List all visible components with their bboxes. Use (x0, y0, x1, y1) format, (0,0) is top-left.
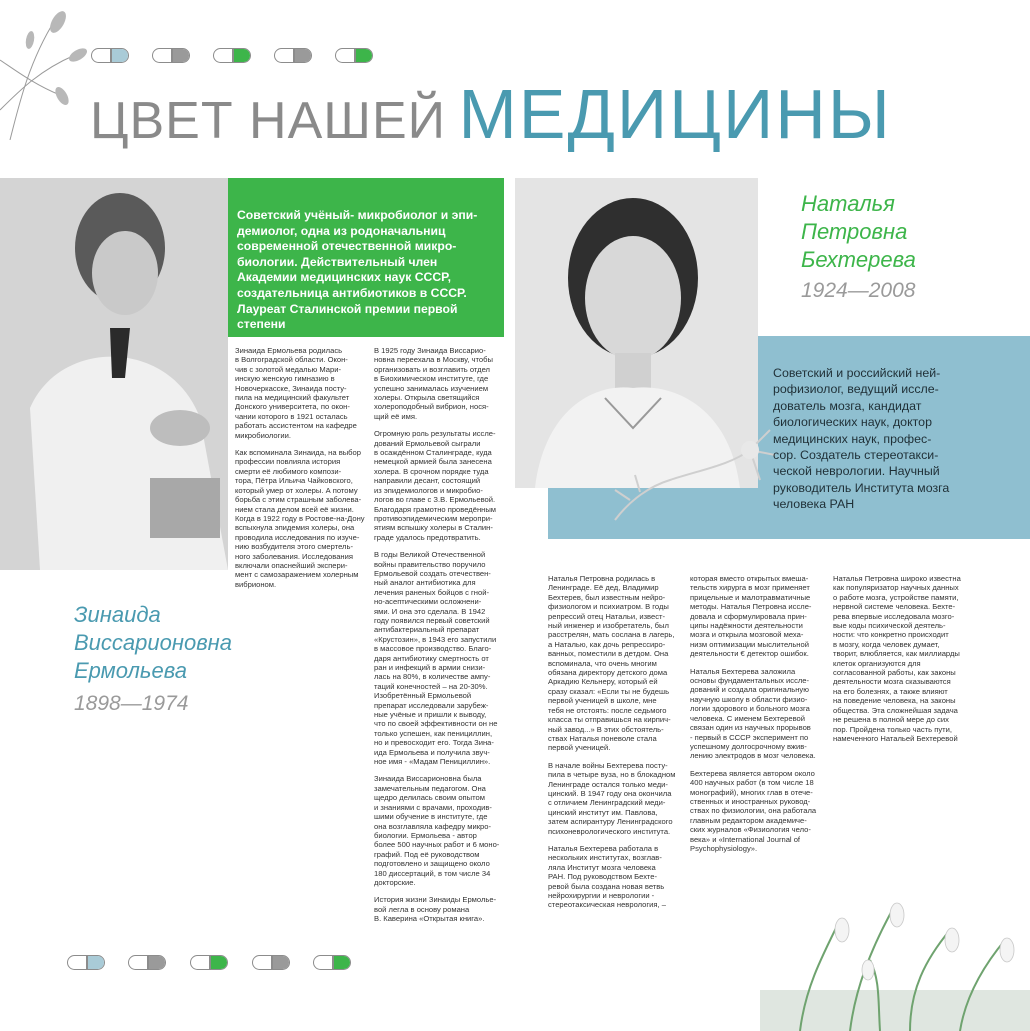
ermolyeva-summary: Советский учёный- микробиолог и эпи- демиолог, одна из родоначальниц современной отечественной микро- биологии. Действительный член Академии медицинских наук СССР, создательница антибиотиков в СССР. Лауреат Сталинской премии первой степени (237, 208, 478, 332)
bekhtereva-col2 (690, 574, 828, 861)
title-light: ЦВЕТ НАШЕЙ (90, 92, 446, 150)
capsule-icon (335, 48, 373, 63)
ermolyeva-years: 1898—1974 (74, 692, 189, 715)
paragraph: История жизни Зинаиды Ермолье- вой легла в основу романа В. Каверина «Открытая книга». (374, 895, 497, 924)
paragraph: Огромную роль результаты иссле- дований Ермольевой сыграли в осаждённом Сталинграде, куда немецкой армией была занесена холера. В срочном порядке туда направили десант, состоящий из эпидемиологов и микробио- логов во главе с З.В. Ермольевой. Благодаря грамотно проведённым противоэпидемическим меропри- ятиям вспышку холеры в Сталин- граде удалось предотвратить. (374, 429, 497, 542)
snowdrop-decoration-bottom (760, 880, 1030, 1031)
ermolyeva-col2 (374, 346, 504, 932)
capsule-icon (274, 48, 312, 63)
capsule-icon (67, 955, 105, 970)
capsule-icon (190, 955, 228, 970)
paragraph: Наталья Бехтерева работала в нескольких институтах, возглав- ляла Институт мозга человека РАН. Под руководством Бехте- ревой была создана новая ветвь нейрохирургии и неврологии - стереотаксическая неврология, – (548, 843, 666, 910)
paragraph: Наталья Бехтерева заложила основы фундаментальных иссле- дований и создала оригинальную научную школу в области физио- логии здорового и больного мозга человека. С именем Бехтеревой связан один из научных прорывов - первый в СССР эксперимент по успешному долгосрочному вжив- лению электродов в мозг человека. (690, 666, 816, 761)
paragraph: Зинаида Ермольева родилась в Волгоградской области. Окон- чив с золотой медалью Мари- инскую женскую гимназию в Новочеркасске, Зинаида посту- пила на медицинский факультет Донского университета, по окон- чании которого в 1921 осталась работать ассистентом на кафедре микробиологии. (235, 346, 357, 440)
paragraph: В годы Великой Отечественной войны правительство поручило Ермольевой создать отечествен- ный аналог антибиотика для лечения раненых бойцов с гной- но-асептическими осложнени- ями. И она это сделала. В 1942 году появился первый советский антибактериальный препарат «Крустозин», в 1943 его запустили в массовое производство. Благо- даря антибиотику смертность от ран и инфекций в армии снизи- лась на 80%, в количестве ампу- таций конечностей – на 20-30%. Изобретённый Ермольевой препарат исследовали зарубеж- ные учёные и пришли к выводу, что по своей эффективности он не только успешен, как пенициллин, но и превосходит его. Тогда Зина- ида Ермольева и получила звуч- ное имя - «Мадам Пенициллин». (374, 550, 498, 767)
capsule-icon (252, 955, 290, 970)
paragraph: Как вспоминала Зинаида, на выбор профессии повлияла история смерти её любимого компози- тора, Пётра Ильича Чайковского, который умер от холеры. А потому борьба с этим страшным заболева- нием стала делом всей её жизни. Когда в 1922 году в Ростове-на-Дону вспыхнула эпидемия холеры, она проводила исследования по изуче- нию возбудителя этого смертель- ного заболевания. Исследования включали опаснейший экспери- мент с самозаражением холерным вибрионом. (235, 448, 365, 589)
title-bold: МЕДИЦИНЫ (458, 75, 892, 153)
capsule-icon (313, 955, 351, 970)
paragraph: которая вместо открытых вмеша- тельств хирурга в мозг применяет прицельные и малотравматичные методы. Наталья Петровна иссле- довала и сформулировала прин- ципы надёжности деятельности мозга и открыла мозговой меха- низм оптимизации мыслительной деятельности € детектор ошибок. (690, 574, 812, 659)
snowdrop-decoration-top (0, 0, 95, 140)
paragraph: Зинаида Виссарионовна была замечательным педагогом. Она щедро делилась своим опытом и знаниями с врачами, проходив- шими обучение в институте, где она возглавляла кафедру микро- биологии. Ермольева - автор более 500 научных работ и 6 моно- графий. Под её руководством подготовлено и защищено около 180 диссертаций, в том числе 34 докторские. (374, 774, 500, 887)
paragraph: В начале войны Бехтерева посту- пила в четыре вуза, но в блокадном Ленинграде остался только меди- цинский. В 1947 году она окончила с отличием Ленинградский меди- цинский институт им. Павлова, затем аспирантуру Ленинградского психоневрологического института. (548, 760, 676, 836)
bekhtereva-years: 1924—2008 (801, 279, 916, 302)
ermolyeva-name: Зинаида Виссарионовна Ермольева (74, 602, 233, 683)
neuron-decoration (610, 410, 780, 530)
capsule-icon (91, 48, 129, 63)
ermolyeva-photo (0, 178, 228, 570)
capsule-icon (213, 48, 251, 63)
paragraph: Наталья Петровна родилась в Ленинграде. Её дед, Владимир Бехтерев, был известным нейро- физиологом и психиатром. В годы репрессий отец Натальи, извест- ный инженер и изобретатель, был расстрелян, мать сослана в лагерь, а Наталью, как дочь репрессиро- ванных, поместили в детдом. Она вспоминала, что очень многим обязана директору детского дома Аркадию Кельнеру, который ей сразу сказал: «Если ты не будешь первой ученицей в школе, мне тебя не отстоять: после седьмого класса ты отправишься на кирпич- ный завод...» В этих обстоятель- ствах Наталья поневоле стала первой ученицей. (548, 574, 675, 753)
capsule-icon (128, 955, 166, 970)
bekhtereva-name: Наталья Петровна Бехтерева (801, 191, 916, 272)
bekhtereva-col1 (548, 574, 686, 918)
capsule-icon (152, 48, 190, 63)
ermolyeva-col1 (235, 346, 373, 597)
paragraph: В 1925 году Зинаида Виссарио- новна переехала в Москву, чтобы организовать и возглавить отдел в Биохимическом институте, где успешно занималась изучением холеры. Открыла светящийся холероподобный вибрион, нося- щий её имя. (374, 346, 493, 421)
ermolyeva-summary-box (228, 178, 504, 337)
paragraph: Бехтерева является автором около 400 научных работ (в том числе 18 монографий), многих глав в отече- ственных и иностранных руковод- ствах по физиологии, она работала главным редактором академиче- ских журналов «Физиология чело- века» и «International Journal of Psychophysiology». (690, 768, 817, 853)
page-title (90, 74, 892, 154)
paragraph: Наталья Петровна широко известна как популяризатор научных данных о работе мозга, устройстве памяти, нервной системе человека. Бехте- рева впервые исследовала мозго- вые коды психической деятель- ности: что конкретно происходит в мозгу, когда человек думает, творит, влюбляется, как миллиарды клеток организуются для согласованной работы, как законы деятельности мозга сказываются на его болезнях, а также влияют на поведение человека, на законы общества. Эта сложнейшая задача не решена в полной мере до сих пор. Пройдена только часть пути, намеченного Натальей Бехтеревой (833, 574, 961, 743)
bekhtereva-col3 (833, 574, 973, 751)
bekhtereva-summary: Советский и российский ней- рофизиолог, ведущий иссле- дователь мозга, кандидат биологических наук, доктор медицинских наук, профес- сор. Создатель стереотакси- ческой неврологии. Научный руководитель Института мозга человека РАН (773, 366, 950, 512)
